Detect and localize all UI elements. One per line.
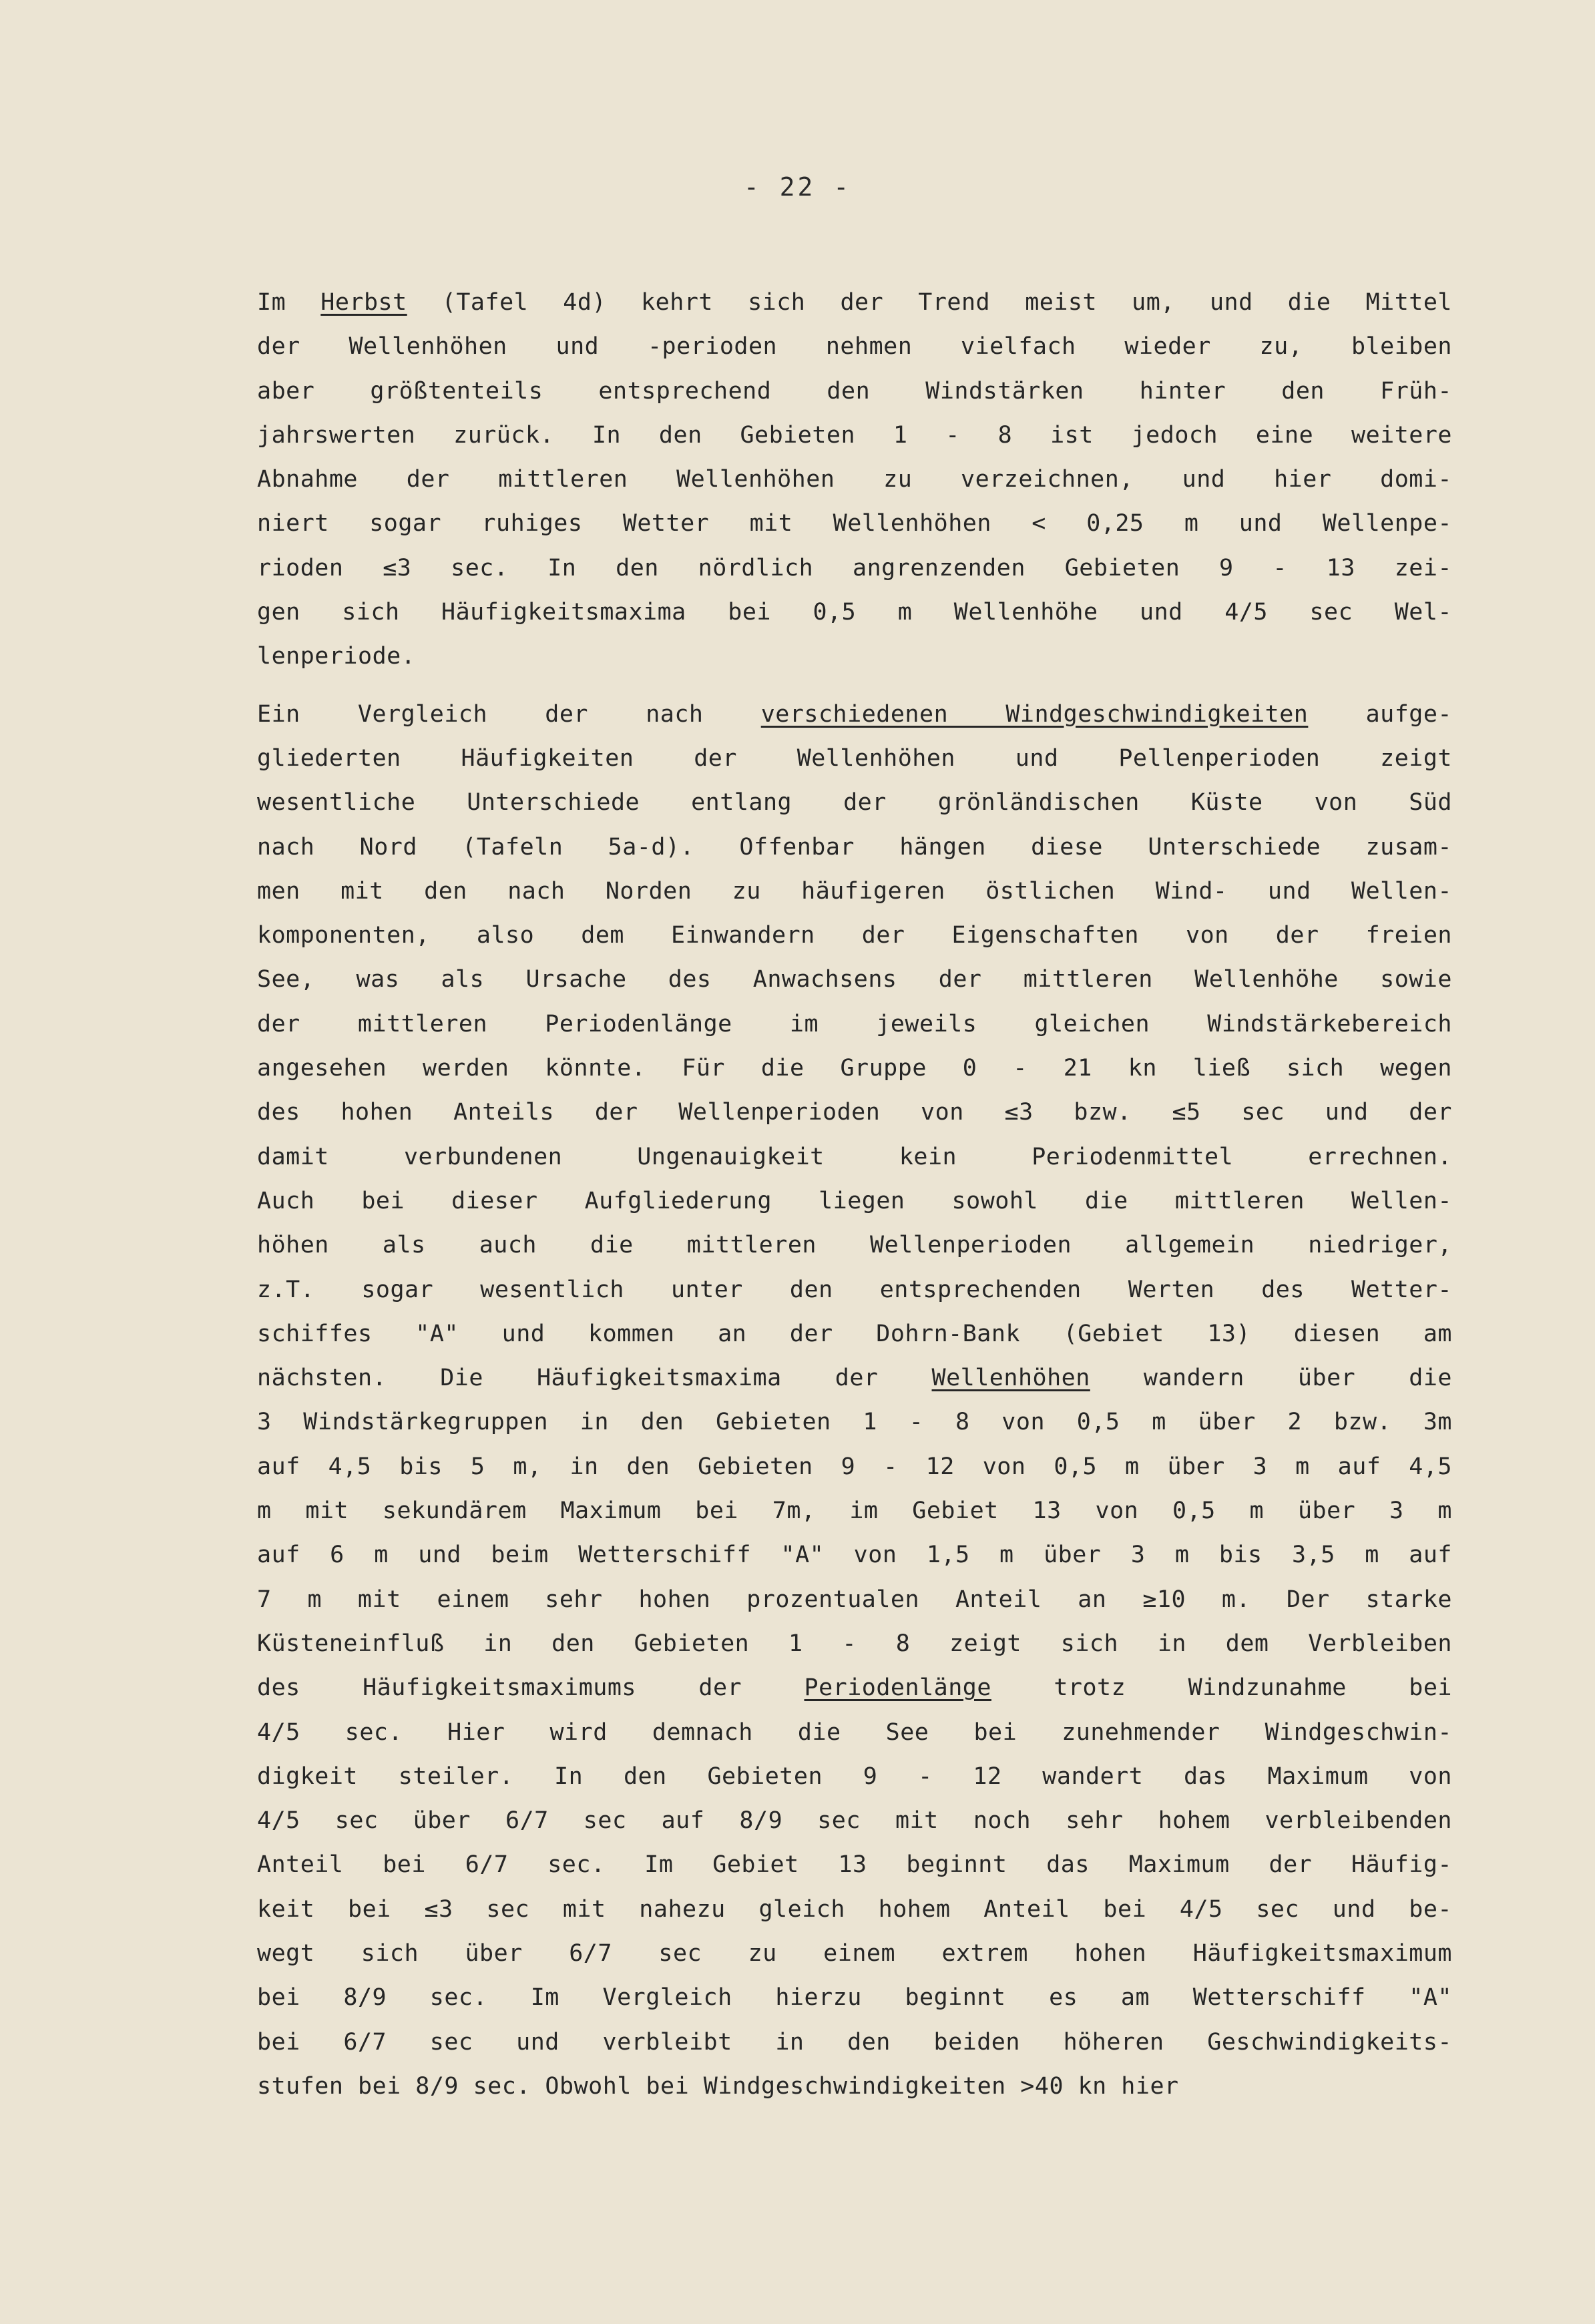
text-line xyxy=(257,1666,1452,1710)
text-line xyxy=(257,692,1452,736)
text-line xyxy=(257,1135,1452,1179)
text-segment: Ein Vergleich der nach xyxy=(257,700,761,728)
text-segment: schiffes "A" und kommen an der Dohrn-Bank (Gebiet 13) diesen am xyxy=(257,1320,1452,1347)
text-line xyxy=(257,1755,1452,1799)
text-line xyxy=(257,1533,1452,1577)
text-segment: wegt sich über 6/7 sec zu einem extrem hohen Häufigkeitsmaximum xyxy=(257,1939,1452,1967)
text-segment: digkeit steiler. In den Gebieten 9 - 12 wandert das Maximum von xyxy=(257,1763,1452,1790)
text-segment: (Tafel 4d) kehrt sich der Trend meist um, und die Mittel xyxy=(407,289,1453,316)
text-line xyxy=(257,1578,1452,1622)
text-segment: Küsteneinfluß in den Gebieten 1 - 8 zeigt sich in dem Verbleiben xyxy=(257,1630,1452,1657)
text-segment: 4/5 sec. Hier wird demnach die See bei zunehmender Windgeschwin- xyxy=(257,1718,1452,1746)
paragraph-windgeschwindigkeiten xyxy=(257,692,1452,2109)
text-line xyxy=(257,1489,1452,1533)
text-segment: See, was als Ursache des Anwachsens der mittleren Wellenhöhe sowie xyxy=(257,966,1452,993)
underlined-term: verschiedenen Windgeschwindigkeiten xyxy=(760,700,1309,728)
text-segment: 3 Windstärkegruppen in den Gebieten 1 - 8 von 0,5 m über 2 bzw. 3m xyxy=(257,1409,1452,1436)
text-line xyxy=(257,501,1452,545)
text-segment: lenperiode. xyxy=(257,643,416,670)
body-text xyxy=(257,280,1452,2108)
text-segment: nach Nord (Tafeln 5a-d). Offenbar hängen diese Unterschiede zusam- xyxy=(257,833,1452,861)
text-segment: auf 4,5 bis 5 m, in den Gebieten 9 - 12 von 0,5 m über 3 m auf 4,5 xyxy=(257,1453,1452,1480)
text-segment: gen sich Häufigkeitsmaxima bei 0,5 m Wellenhöhe und 4/5 sec Wel- xyxy=(257,599,1452,626)
text-line xyxy=(257,369,1452,413)
text-segment: m mit sekundärem Maximum bei 7m, im Gebiet 13 von 0,5 m über 3 m xyxy=(257,1497,1452,1525)
text-line xyxy=(257,1312,1452,1356)
text-line xyxy=(257,634,1452,678)
underlined-term: Periodenlänge xyxy=(804,1674,991,1702)
text-line xyxy=(257,457,1452,501)
text-segment: men mit den nach Norden zu häufigeren östlichen Wind- und Wellen- xyxy=(257,877,1452,905)
text-line xyxy=(257,1002,1452,1046)
text-line xyxy=(257,1090,1452,1134)
text-segment: z.T. sogar wesentlich unter den entsprechenden Werten des Wetter- xyxy=(257,1276,1452,1303)
text-line xyxy=(257,413,1452,457)
text-segment: nächsten. Die Häufigkeitsmaxima der xyxy=(257,1365,932,1392)
text-segment: höhen als auch die mittleren Wellenperioden allgemein niedriger, xyxy=(257,1232,1452,1259)
text-line xyxy=(257,1179,1452,1223)
text-segment: aufge- xyxy=(1308,700,1452,728)
text-line xyxy=(257,1976,1452,2020)
text-segment: der mittleren Periodenlänge im jeweils gleichen Windstärkebereich xyxy=(257,1010,1452,1037)
text-segment: der Wellenhöhen und -perioden nehmen vielfach wieder zu, bleiben xyxy=(257,333,1452,361)
text-segment: bei 8/9 sec. Im Vergleich hierzu beginnt es am Wetterschiff "A" xyxy=(257,1984,1452,2012)
page-number: - 22 - xyxy=(743,172,852,202)
text-segment: angesehen werden könnte. Für die Gruppe 0 - 21 kn ließ sich wegen xyxy=(257,1055,1452,1082)
text-segment: Im xyxy=(257,289,321,316)
text-line xyxy=(257,869,1452,913)
text-segment: jahrswerten zurück. In den Gebieten 1 - 8 ist jedoch eine weitere xyxy=(257,421,1452,449)
underlined-term: Wellenhöhen xyxy=(931,1365,1090,1392)
text-segment: bei 6/7 sec und verbleibt in den beiden höheren Geschwindigkeits- xyxy=(257,2028,1452,2056)
text-line xyxy=(257,1356,1452,1400)
text-segment: wandern über die xyxy=(1090,1365,1452,1392)
text-segment: 4/5 sec über 6/7 sec auf 8/9 sec mit noch sehr hohem verbleibenden xyxy=(257,1807,1452,1835)
text-segment: damit verbundenen Ungenauigkeit kein Periodenmittel errechnen. xyxy=(257,1143,1452,1170)
text-line xyxy=(257,1710,1452,1755)
text-line xyxy=(257,1268,1452,1312)
text-line xyxy=(257,1445,1452,1489)
text-line xyxy=(257,1799,1452,1843)
text-line xyxy=(257,736,1452,780)
text-segment: trotz Windzunahme bei xyxy=(991,1674,1452,1702)
text-line xyxy=(257,1931,1452,1976)
text-segment: 7 m mit einem sehr hohen prozentualen Anteil an ≥10 m. Der starke xyxy=(257,1586,1452,1613)
text-line xyxy=(257,324,1452,369)
text-line xyxy=(257,280,1452,324)
text-segment: niert sogar ruhiges Wetter mit Wellenhöhen < 0,25 m und Wellenpe- xyxy=(257,510,1452,537)
text-segment: Anteil bei 6/7 sec. Im Gebiet 13 beginnt das Maximum der Häufig- xyxy=(257,1851,1452,1879)
text-line xyxy=(257,1400,1452,1444)
text-segment: komponenten, also dem Einwandern der Eigenschaften von der freien xyxy=(257,922,1452,949)
text-line xyxy=(257,957,1452,1001)
text-segment: stufen bei 8/9 sec. Obwohl bei Windgeschwindigkeiten >40 kn hier xyxy=(257,2072,1179,2100)
text-segment: auf 6 m und beim Wetterschiff "A" von 1,5 m über 3 m bis 3,5 m auf xyxy=(257,1542,1452,1569)
text-segment: aber größtenteils entsprechend den Windstärken hinter den Früh- xyxy=(257,377,1452,405)
text-segment: Auch bei dieser Aufgliederung liegen sowohl die mittleren Wellen- xyxy=(257,1187,1452,1214)
text-line xyxy=(257,825,1452,869)
text-line xyxy=(257,1223,1452,1267)
text-line xyxy=(257,1887,1452,1931)
text-segment: rioden ≤3 sec. In den nördlich angrenzenden Gebieten 9 - 13 zei- xyxy=(257,554,1452,582)
text-line xyxy=(257,546,1452,590)
text-segment: gliederten Häufigkeiten der Wellenhöhen und Pellenperioden zeigt xyxy=(257,744,1452,772)
text-line xyxy=(257,913,1452,957)
paragraph-herbst xyxy=(257,280,1452,679)
text-line xyxy=(257,2020,1452,2064)
text-segment: wesentliche Unterschiede entlang der grönländischen Küste von Süd xyxy=(257,789,1452,817)
text-line xyxy=(257,1622,1452,1666)
paragraph-gap xyxy=(257,679,1452,692)
text-line xyxy=(257,2064,1452,2108)
text-line xyxy=(257,780,1452,825)
text-line xyxy=(257,1046,1452,1090)
underlined-term: Herbst xyxy=(320,289,407,316)
text-segment: des Häufigkeitsmaximums der xyxy=(257,1674,805,1702)
text-segment: keit bei ≤3 sec mit nahezu gleich hohem Anteil bei 4/5 sec und be- xyxy=(257,1895,1452,1923)
text-line xyxy=(257,590,1452,634)
text-segment: Abnahme der mittleren Wellenhöhen zu verzeichnen, und hier domi- xyxy=(257,466,1452,493)
text-line xyxy=(257,1843,1452,1887)
text-segment: des hohen Anteils der Wellenperioden von ≤3 bzw. ≤5 sec und der xyxy=(257,1099,1452,1126)
